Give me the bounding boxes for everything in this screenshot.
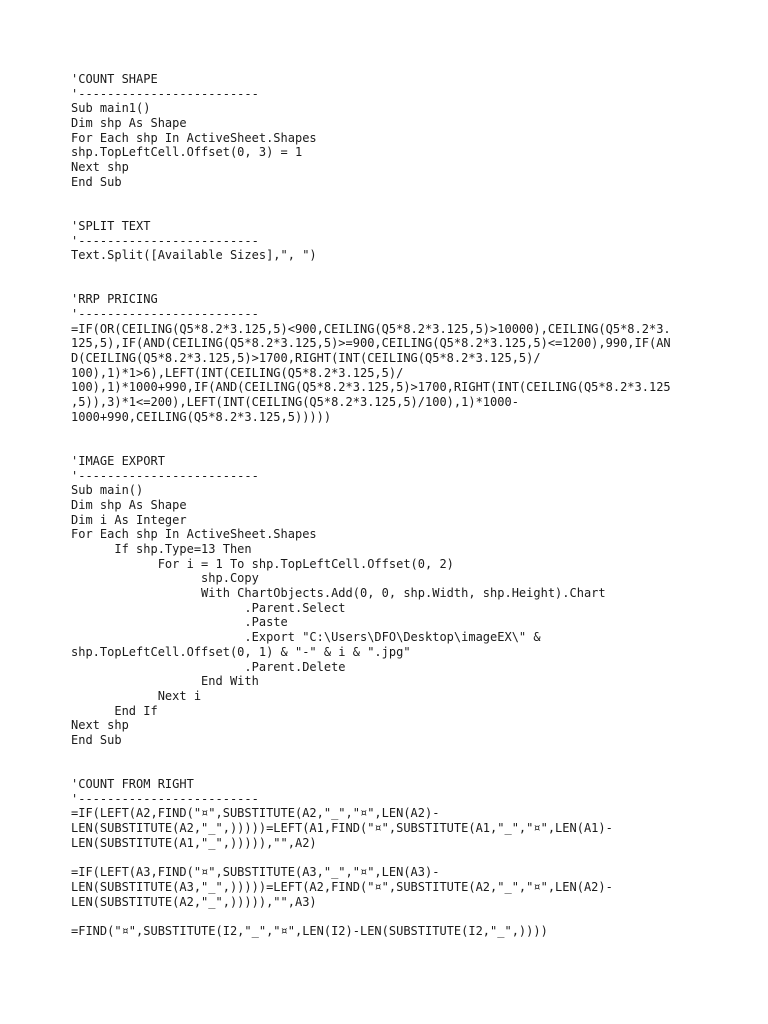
section-separator: '------------------------- <box>71 86 259 101</box>
section-count-from-right <box>71 777 711 939</box>
code-line: For Each shp In ActiveSheet.Shapes <box>71 527 317 542</box>
code-line: 100),1)*1>6),LEFT(INT(CEILING(Q5*8.2*3.125,5)/ <box>71 365 404 380</box>
code-line: LEN(SUBSTITUTE(A3,"_",)))))=LEFT(A2,FIND("¤",SUBSTITUTE(A2,"_","¤",LEN(A2)- <box>71 879 613 894</box>
section-rrp-pricing <box>71 292 711 424</box>
section-count-shape <box>71 72 711 190</box>
code-line: Next shp <box>71 718 129 733</box>
section-separator: '------------------------- <box>71 233 259 248</box>
code-line: End With <box>71 674 259 689</box>
section-title: 'SPLIT TEXT <box>71 218 151 233</box>
code-line: LEN(SUBSTITUTE(A1,"_",))))),"",A2) <box>71 835 317 850</box>
code-line: Next shp <box>71 160 129 175</box>
section-separator: '------------------------- <box>71 307 259 322</box>
section-title: 'RRP PRICING <box>71 292 158 307</box>
code-line: shp.Copy <box>71 571 259 586</box>
code-line: Text.Split([Available Sizes],", ") <box>71 248 317 263</box>
section-title: 'COUNT FROM RIGHT <box>71 777 194 792</box>
code-line: .Export "C:\Users\DFO\Desktop\imageEX\" & <box>71 630 541 645</box>
code-line: With ChartObjects.Add(0, 0, shp.Width, shp.Height).Chart <box>71 586 606 601</box>
code-line: Next i <box>71 688 202 703</box>
section-separator: '------------------------- <box>71 468 259 483</box>
code-line: LEN(SUBSTITUTE(A2,"_",))))),"",A3) <box>71 894 317 909</box>
code-line: ,5)),3)*1<=200),LEFT(INT(CEILING(Q5*8.2*3.125,5)/100),1)*1000- <box>71 395 519 410</box>
code-line: .Parent.Select <box>71 600 346 615</box>
code-line: End If <box>71 703 158 718</box>
code-line: 125,5),IF(AND(CEILING(Q5*8.2*3.125,5)>=900,CEILING(Q5*8.2*3.125,5)<=1200),990,IF(AN <box>71 336 671 351</box>
section-title: 'IMAGE EXPORT <box>71 453 165 468</box>
code-line: Dim shp As Shape <box>71 497 187 512</box>
code-line: Sub main() <box>71 483 144 498</box>
code-line: Dim i As Integer <box>71 512 187 527</box>
document-page <box>71 72 711 968</box>
code-line <box>71 909 711 924</box>
code-line: =IF(OR(CEILING(Q5*8.2*3.125,5)<900,CEILING(Q5*8.2*3.125,5)>10000),CEILING(Q5*8.2*3. <box>71 321 671 336</box>
code-line: For Each shp In ActiveSheet.Shapes <box>71 130 317 145</box>
code-line: =IF(LEFT(A3,FIND("¤",SUBSTITUTE(A3,"_","¤",LEN(A3)- <box>71 865 440 880</box>
code-line: End Sub <box>71 732 122 747</box>
code-line: .Parent.Delete <box>71 659 346 674</box>
code-line: .Paste <box>71 615 288 630</box>
code-line <box>71 851 711 866</box>
section-separator: '------------------------- <box>71 791 259 806</box>
code-line: =IF(LEFT(A2,FIND("¤",SUBSTITUTE(A2,"_","¤",LEN(A2)- <box>71 806 440 821</box>
code-line: Sub main1() <box>71 101 151 116</box>
section-title: 'COUNT SHAPE <box>71 72 158 86</box>
code-line: For i = 1 To shp.TopLeftCell.Offset(0, 2) <box>71 556 454 571</box>
code-line: shp.TopLeftCell.Offset(0, 1) & "-" & i & ".jpg" <box>71 644 411 659</box>
code-line: =FIND("¤",SUBSTITUTE(I2,"_","¤",LEN(I2)-LEN(SUBSTITUTE(I2,"_",)))) <box>71 923 548 938</box>
code-line: 1000+990,CEILING(Q5*8.2*3.125,5))))) <box>71 409 332 424</box>
section-image-export <box>71 454 711 748</box>
code-line: D(CEILING(Q5*8.2*3.125,5)>1700,RIGHT(INT(CEILING(Q5*8.2*3.125,5)/ <box>71 351 541 366</box>
code-line: Dim shp As Shape <box>71 116 187 131</box>
code-line: LEN(SUBSTITUTE(A2,"_",)))))=LEFT(A1,FIND("¤",SUBSTITUTE(A1,"_","¤",LEN(A1)- <box>71 821 613 836</box>
code-line: 100),1)*1000+990,IF(AND(CEILING(Q5*8.2*3.125,5)>1700,RIGHT(INT(CEILING(Q5*8.2*3.125 <box>71 380 671 395</box>
code-line: shp.TopLeftCell.Offset(0, 3) = 1 <box>71 145 303 160</box>
code-line: End Sub <box>71 174 122 189</box>
code-line: If shp.Type=13 Then <box>71 542 252 557</box>
section-split-text <box>71 219 711 263</box>
